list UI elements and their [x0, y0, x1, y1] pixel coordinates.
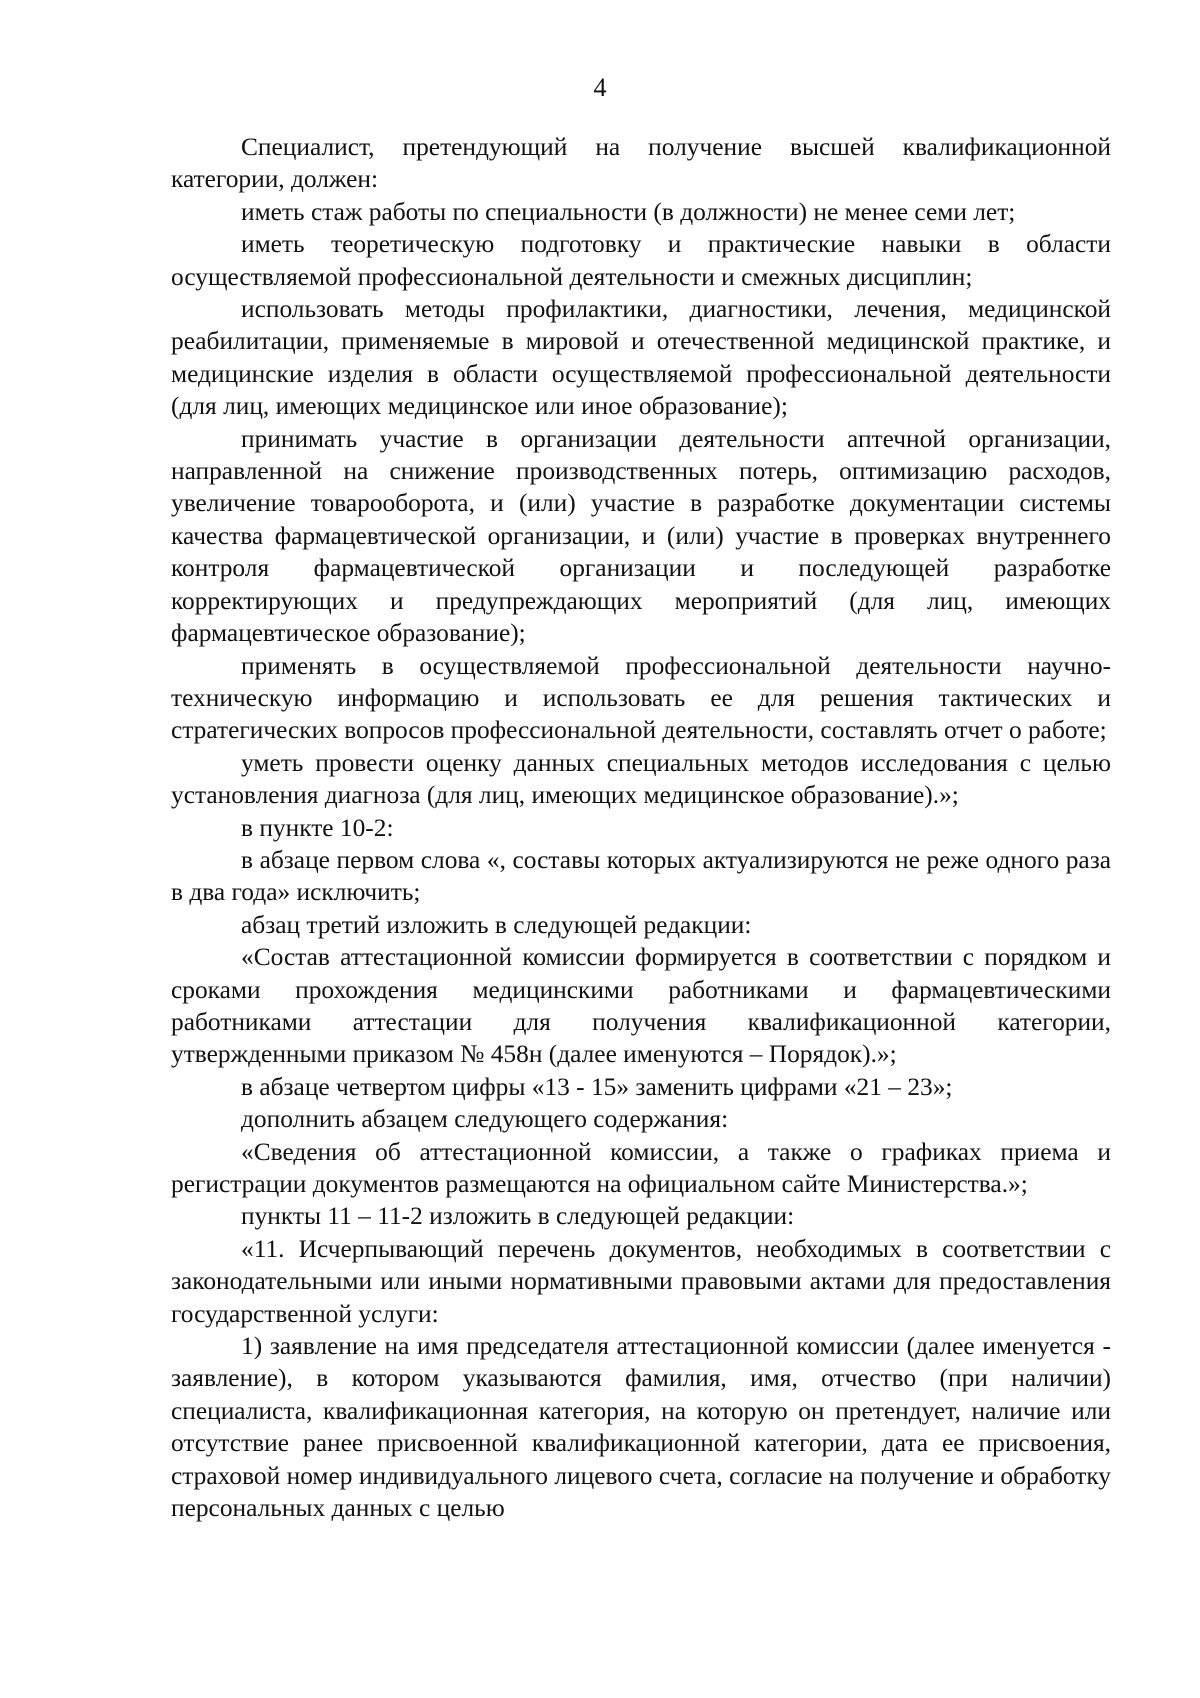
- paragraph: иметь стаж работы по специальности (в должности) не менее семи лет;: [241, 197, 1016, 226]
- paragraph: дополнить абзацем следующего содержания:: [241, 1105, 729, 1134]
- paragraph: применять в осуществляемой профессиональной деятельности научно-техническую информацию и использовать ее для решения тактических и стратегических вопросов профессиональной деятельности, составлять отчет о работе;: [171, 651, 1111, 745]
- document-body: [171, 131, 1111, 1524]
- paragraph: в абзаце четвертом цифры «13 - 15» заменить цифрами «21 – 23»;: [241, 1072, 953, 1101]
- paragraph: использовать методы профилактики, диагностики, лечения, медицинской реабилитации, применяемые в мировой и отечественной медицинской практике, и медицинские изделия в области осуществляемой профессиональной деятельности (для лиц, имеющих медицинское или иное образование);: [171, 295, 1111, 421]
- paragraph: 1) заявление на имя председателя аттестационной комиссии (далее именуется - заявление), в котором указываются фамилия, имя, отчество (при наличии) специалиста, квалификационная категория, на которую он претендует, наличие или отсутствие ранее присвоенной квалификационной категории, дата ее присвоения, страховой номер индивидуального лицевого счета, согласие на получение и обработку персональных данных с целью: [171, 1332, 1111, 1523]
- page-number: 4: [593, 73, 607, 102]
- paragraph: иметь теоретическую подготовку и практические навыки в области осуществляемой профессиональной деятельности и смежных дисциплин;: [171, 230, 1111, 291]
- paragraph: Специалист, претендующий на получение высшей квалификационной категории, должен:: [171, 133, 1111, 194]
- paragraph: «Сведения об аттестационной комиссии, а также о графиках приема и регистрации документов размещаются на официальном сайте Министерства.»;: [171, 1137, 1111, 1198]
- paragraph: «11. Исчерпывающий перечень документов, необходимых в соответствии с законодательными или иными нормативными правовыми актами для предоставления государственной услуги:: [171, 1234, 1111, 1328]
- paragraph: абзац третий изложить в следующей редакции:: [241, 910, 752, 939]
- paragraph: уметь провести оценку данных специальных методов исследования с целью установления диагноза (для лиц, имеющих медицинское образование).»;: [171, 748, 1111, 810]
- paragraph: в пункте 10-2:: [241, 813, 394, 842]
- paragraph: в абзаце первом слова «, составы которых актуализируются не реже одного раза в два года» исключить;: [171, 845, 1111, 907]
- paragraph: пункты 11 – 11-2 изложить в следующей редакции:: [241, 1202, 795, 1231]
- paragraph: принимать участие в организации деятельности аптечной организации, направленной на снижение производственных потерь, оптимизацию расходов, увеличение товарооборота, и (или) участие в разработке документации системы качества фармацевтической организации, и (или) участие в проверках внутреннего контроля фармацевтической организации и последующей разработке корректирующих и предупреждающих мероприятий (для лиц, имеющих фармацевтическое образование);: [171, 424, 1111, 648]
- paragraph: «Состав аттестационной комиссии формируется в соответствии с порядком и сроками прохождения медицинскими работниками и фармацевтическими работниками аттестации для получения квалификационной категории, утвержденными приказом № 458н (далее именуются – Порядок).»;: [171, 943, 1111, 1069]
